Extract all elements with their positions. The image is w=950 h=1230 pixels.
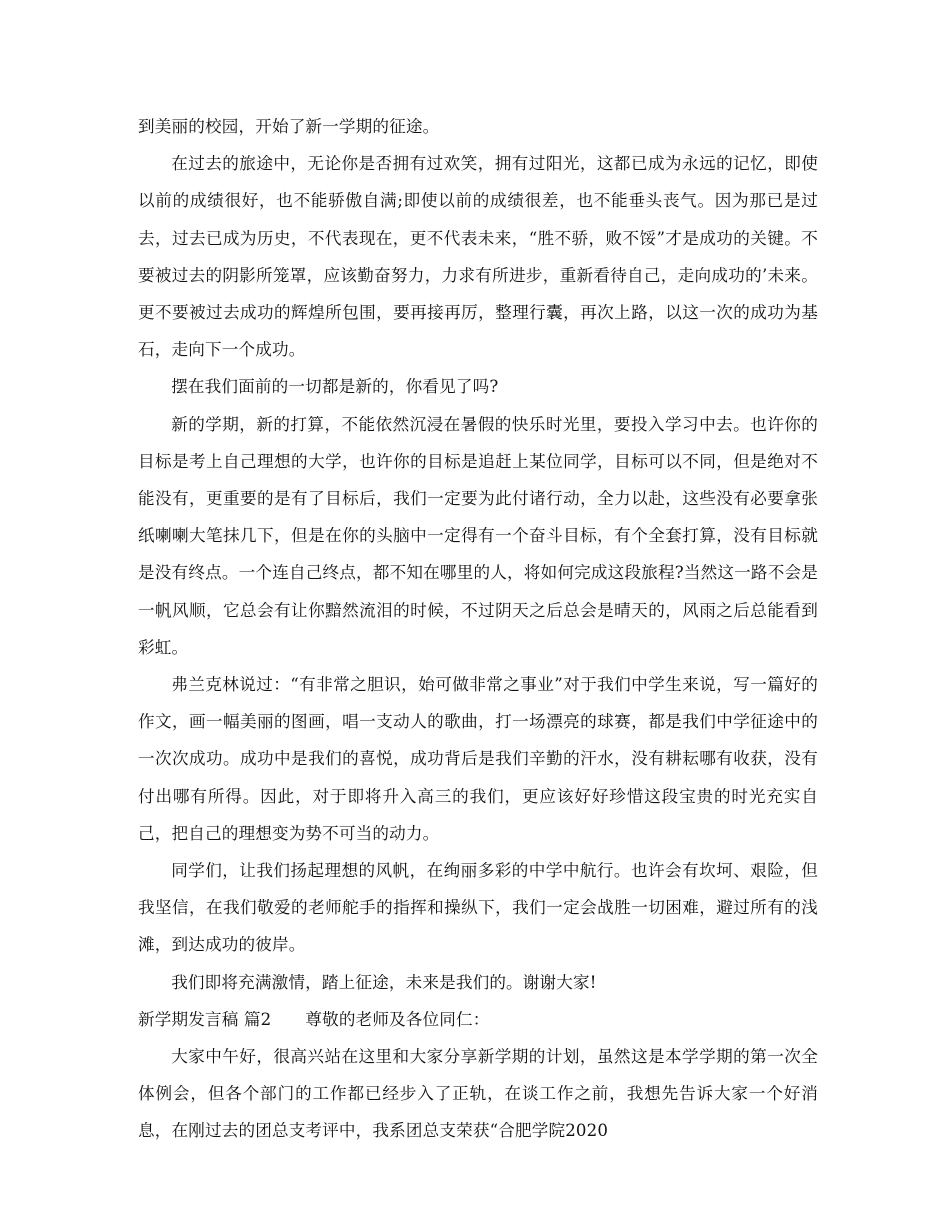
paragraph-franklin-quote: 弗兰克林说过：“有非常之胆识，始可做非常之事业”对于我们中学生来说，写一篇好的作文，画一幅美丽的图画，唱一支动人的歌曲，打一场漂亮的球赛，都是我们中学征途中的一次次成功。成功中是我们的喜悦，成功背后是我们辛勤的汗水，没有耕耘哪有收获，没有付出哪有所得。因此，对于即将升入高三的我们，更应该好好珍惜这段宝贵的时光充实自己，把自己的理想变为势不可当的动力。 (138, 675, 818, 843)
paragraph-past-journey: 在过去的旅途中，无论你是否拥有过欢笑，拥有过阳光，这都已成为永远的记忆，即使以前的成绩很好，也不能骄傲自满;即使以前的成绩很差，也不能垂头丧气。因为那已是过去，过去已成为历史，不代表现在，更不代表未来，“胜不骄，败不馁”才是成功的关键。不要被过去的阴影所笼罩，应该勤奋努力，力求有所进步，重新看待自己，走向成功的’未来。更不要被过去成功的辉煌所包围，要再接再厉，整理行囊，再次上路，以这一次的成功为基石，走向下一个成功。 (138, 154, 818, 360)
section-title: 新学期发言稿 篇2 (138, 1009, 272, 1029)
paragraph-new-plans: 新的学期，新的打算，不能依然沉浸在暑假的快乐时光里，要投入学习中去。也许你的目标是考上自己理想的大学，也许你的目标是追赶上某位同学，目标可以不同，但是绝对不能没有，更重要的是有了目标后，我们一定要为此付诸行动，全力以赴，这些没有必要拿张纸喇喇大笔抹几下，但是在你的头脑中一定得有一个奋斗目标，有个全套打算，没有目标就是没有终点。一个连自己终点，都不知在哪里的人，将如何完成这段旅程?当然这一路不会是一帆风顺，它总会有让你黯然流泪的时候，不过阴天之后总会是晴天的，风雨之后总能看到彩虹。 (138, 414, 818, 657)
section-heading-line (138, 1001, 818, 1038)
paragraph-noon-greeting: 大家中午好，很高兴站在这里和大家分享新学期的计划，虽然这是本学学期的第一次全体例会，但各个部门的工作都已经步入了正轨，在谈工作之前，我想先告诉大家一个好消息，在刚过去的团总支考评中，我系团总支荣获“合肥学院2020 (138, 1047, 818, 1141)
paragraph-continuation: 到美丽的校园，开始了新一学期的征途。 (138, 117, 440, 136)
paragraph-everything-new: 摆在我们面前的一切都是新的，你看见了吗? (171, 377, 499, 397)
document-body (138, 108, 818, 1150)
paragraph-classmates: 同学们，让我们扬起理想的风帆，在绚丽多彩的中学中航行。也许会有坎坷、艰险，但我坚信，在我们敬爱的老师舵手的指挥和操纵下，我们一定会战胜一切困难，避过所有的浅滩，到达成功的彼岸。 (138, 861, 818, 955)
paragraph-closing-thanks: 我们即将充满激情，踏上征途，未来是我们的。谢谢大家! (171, 972, 597, 992)
greeting: 尊敬的老师及各位同仁： (305, 1009, 490, 1029)
